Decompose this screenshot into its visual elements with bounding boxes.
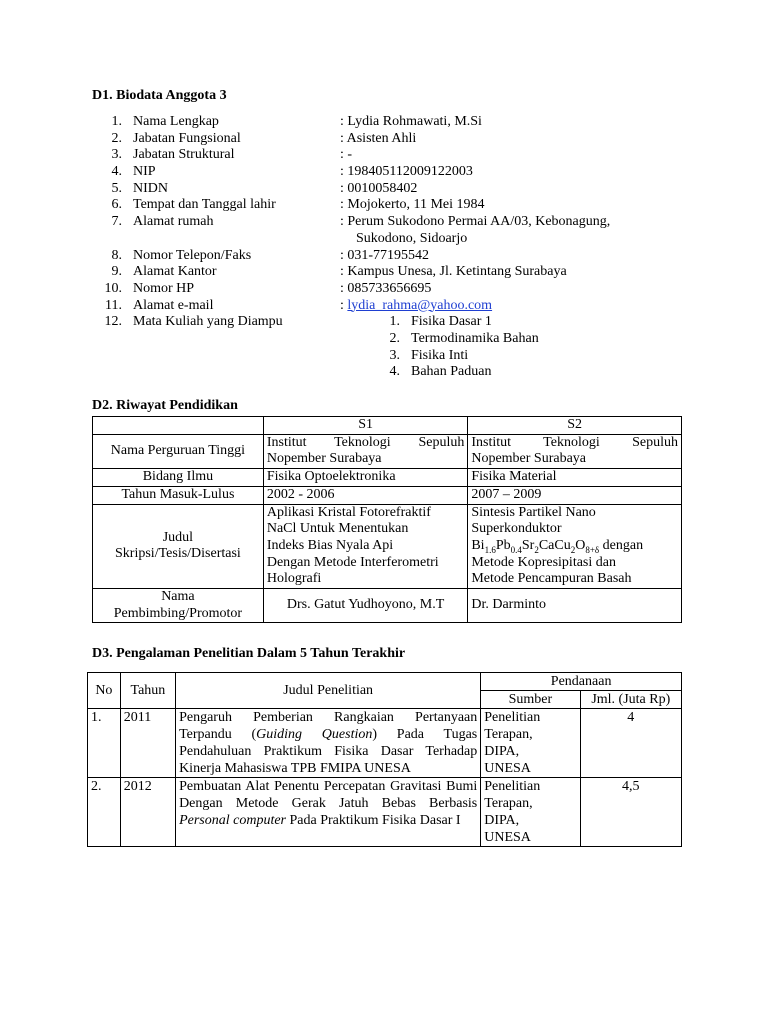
header-tahun: Tahun xyxy=(120,673,175,709)
s2-judul-line: Sintesis Partikel Nano xyxy=(471,504,596,520)
sumber-line: DIPA, xyxy=(484,744,520,759)
table-row xyxy=(93,486,682,504)
s1-judul-line: Indeks Bias Nyala Api xyxy=(266,537,394,553)
biodata-row-email xyxy=(0,298,768,315)
sumber-line: Penelitian xyxy=(484,710,541,725)
row-number: 6. xyxy=(111,197,122,213)
s2-pt-line1: Institut Teknologi Sepuluh xyxy=(471,434,678,450)
judul-italic: Personal computer xyxy=(179,813,286,828)
judul-text: Pembuatan Alat Penentu Percepatan Gravitasi Bumi Dengan Metode Gerak Jatuh Bebas Berbasis xyxy=(179,779,478,811)
course-item xyxy=(0,331,768,348)
field-label: Nomor HP xyxy=(133,280,195,296)
row-jml: 4 xyxy=(580,709,681,778)
header-pendanaan: Pendanaan xyxy=(481,673,682,691)
field-value: : - xyxy=(340,147,353,163)
table-row xyxy=(93,504,682,589)
biodata-list xyxy=(0,114,768,381)
course-name: Bahan Paduan xyxy=(411,364,492,380)
s2-pt-line2: Nopember Surabaya xyxy=(471,451,587,467)
field-label: Alamat rumah xyxy=(133,214,214,230)
table-row xyxy=(93,469,682,487)
row-label-line1: Nama xyxy=(161,589,195,605)
s1-judul-line: Dengan Metode Interferometri xyxy=(266,554,439,570)
biodata-row-jabatan-fungsional xyxy=(0,131,768,148)
formula-element: Pb xyxy=(495,537,511,553)
row-number: 10. xyxy=(104,280,122,296)
row-judul xyxy=(176,778,481,847)
field-label: Jabatan Fungsional xyxy=(133,130,241,146)
s2-cell xyxy=(468,434,682,468)
course-item xyxy=(0,364,768,381)
s1-cell: Drs. Gatut Yudhoyono, M.T xyxy=(263,589,468,623)
field-value: : Perum Sukodono Permai AA/03, Kebonagung, xyxy=(340,214,611,230)
row-number: 1. xyxy=(111,114,122,129)
colon-prefix: : xyxy=(340,297,348,313)
row-tahun: 2011 xyxy=(120,709,175,778)
judul-italic: Guiding Question xyxy=(256,727,373,742)
course-name: Termodinamika Bahan xyxy=(411,330,539,346)
sumber-line: UNESA xyxy=(484,761,531,776)
row-sumber xyxy=(481,709,580,778)
header-no: No xyxy=(88,673,121,709)
s2-judul-line: Metode Pencampuran Basah xyxy=(471,571,632,587)
biodata-row-alamat-rumah xyxy=(0,214,768,231)
row-label: Nama Perguruan Tinggi xyxy=(93,434,264,468)
s2-judul-line: Superkonduktor xyxy=(471,521,562,537)
field-label: Nomor Telepon/Faks xyxy=(133,247,252,263)
judul-text: Pengaruh Pemberian Rangkaian Pertanyaan Terpandu ( xyxy=(179,710,478,742)
s1-judul-line: Aplikasi Kristal Fotorefraktif xyxy=(266,504,431,520)
formula-element: Bi xyxy=(471,537,485,553)
course-number: 1. xyxy=(389,314,400,330)
row-tahun: 2012 xyxy=(120,778,175,847)
sumber-line: Penelitian xyxy=(484,779,541,794)
field-value: : Asisten Ahli xyxy=(340,130,417,146)
row-label xyxy=(93,589,264,623)
s2-cell: Fisika Material xyxy=(468,469,682,487)
row-label-line2: Pembimbing/Promotor xyxy=(113,605,243,621)
s2-cell xyxy=(468,504,682,589)
field-label: Nama Lengkap xyxy=(133,114,219,129)
formula-subscript: 2 xyxy=(534,544,539,555)
section-heading-pendidikan: D2. Riwayat Pendidikan xyxy=(92,398,238,413)
field-label: Mata Kuliah yang Diampu xyxy=(133,314,283,330)
field-value: : Lydia Rohmawati, M.Si xyxy=(340,114,482,129)
field-label: Alamat Kantor xyxy=(133,264,217,280)
s2-formula-line xyxy=(471,538,678,555)
section-heading-biodata: D1. Biodata Anggota 3 xyxy=(92,88,227,103)
section-heading-penelitian: D3. Pengalaman Penelitian Dalam 5 Tahun Terakhir xyxy=(92,646,406,661)
row-number: 3. xyxy=(111,147,122,163)
field-value: : Mojokerto, 11 Mei 1984 xyxy=(340,197,485,213)
s1-cell xyxy=(263,434,468,468)
row-number: 9. xyxy=(111,264,122,280)
field-value-continued: Sukodono, Sidoarjo xyxy=(356,230,468,246)
table-row xyxy=(88,709,682,778)
row-sumber xyxy=(481,778,580,847)
course-item xyxy=(0,348,768,365)
s1-pt-line1: Institut Teknologi Sepuluh xyxy=(266,434,465,450)
sumber-line: UNESA xyxy=(484,830,531,845)
s2-cell: 2007 – 2009 xyxy=(468,486,682,504)
biodata-row-nama xyxy=(0,114,768,131)
table-row xyxy=(93,589,682,623)
s2-cell: Dr. Darminto xyxy=(468,589,682,623)
s1-pt-line2: Nopember Surabaya xyxy=(266,451,382,467)
row-judul xyxy=(176,709,481,778)
formula-element: O xyxy=(575,537,586,553)
field-value xyxy=(340,298,492,315)
row-label-line2: Skripsi/Tesis/Disertasi xyxy=(115,546,241,562)
formula-subscript: 8+δ xyxy=(585,544,600,555)
header-jml: Jml. (Juta Rp) xyxy=(580,691,681,709)
row-no: 2. xyxy=(88,778,121,847)
s1-cell: Fisika Optoelektronika xyxy=(263,469,468,487)
email-link[interactable]: lydia_rahma@yahoo.com xyxy=(347,297,493,313)
s1-judul-line: NaCl Untuk Menentukan xyxy=(266,521,409,537)
row-number: 7. xyxy=(111,214,122,230)
research-table xyxy=(87,672,682,847)
field-value: : 085733656695 xyxy=(340,280,432,296)
course-number: 2. xyxy=(389,330,400,346)
row-number: 11. xyxy=(105,297,122,313)
field-value: : 0010058402 xyxy=(340,180,418,196)
header-sumber: Sumber xyxy=(481,691,580,709)
s1-cell xyxy=(263,504,468,589)
field-label: NIDN xyxy=(133,180,168,196)
row-number: 2. xyxy=(111,130,122,146)
biodata-row-hp xyxy=(0,281,768,298)
row-number: 5. xyxy=(111,180,122,196)
field-label: Jabatan Struktural xyxy=(133,147,235,163)
header-s2: S2 xyxy=(468,417,682,435)
s1-cell: 2002 - 2006 xyxy=(263,486,468,504)
row-label: Bidang Ilmu xyxy=(93,469,264,487)
row-label: Tahun Masuk-Lulus xyxy=(93,486,264,504)
course-name: Fisika Inti xyxy=(411,347,469,363)
biodata-row-nidn xyxy=(0,181,768,198)
biodata-row-nip xyxy=(0,164,768,181)
biodata-row-alamat-kantor xyxy=(0,264,768,281)
header-judul: Judul Penelitian xyxy=(176,673,481,709)
header-s1: S1 xyxy=(263,417,468,435)
s1-judul-line: Holografi xyxy=(266,571,322,587)
education-table xyxy=(92,416,682,623)
field-value: : 031-77195542 xyxy=(340,247,430,263)
formula-element: Sr xyxy=(521,537,535,553)
row-number: 4. xyxy=(111,164,122,180)
formula-subscript: 2 xyxy=(570,544,576,555)
sumber-line: DIPA, xyxy=(484,813,520,828)
formula-trailing-text: dengan xyxy=(599,537,644,553)
s2-judul-line: Metode Kopresipitasi dan xyxy=(471,554,616,570)
biodata-row-telepon xyxy=(0,248,768,265)
row-number: 12. xyxy=(104,314,122,330)
sumber-line: Terapan, xyxy=(484,727,533,742)
field-label: Alamat e-mail xyxy=(133,297,214,313)
header-empty-cell xyxy=(93,417,264,435)
formula-element: CaCu xyxy=(538,537,571,553)
formula-subscript: 1.6 xyxy=(484,544,496,555)
row-no: 1. xyxy=(88,709,121,778)
table-row xyxy=(93,434,682,468)
formula-subscript: 0.4 xyxy=(510,544,522,555)
row-label xyxy=(93,504,264,589)
field-label: Tempat dan Tanggal lahir xyxy=(133,197,276,213)
field-value: : 198405112009122003 xyxy=(340,164,473,180)
sumber-line: Terapan, xyxy=(484,796,533,811)
biodata-row-alamat-rumah-cont xyxy=(0,231,768,248)
judul-text: ) Pada Tugas Pendahuluan Praktikum Fisika Dasar Terhadap Kinerja Mahasiswa TPB FMIPA UNESA xyxy=(179,727,478,776)
course-number: 3. xyxy=(389,347,400,363)
table-header-row xyxy=(88,673,682,691)
course-name: Fisika Dasar 1 xyxy=(411,314,492,330)
field-label: NIP xyxy=(133,164,156,180)
biodata-row-jabatan-struktural xyxy=(0,147,768,164)
row-number: 8. xyxy=(111,247,122,263)
course-number: 4. xyxy=(389,364,400,380)
biodata-row-ttl xyxy=(0,197,768,214)
biodata-row-mata-kuliah xyxy=(0,314,768,331)
judul-text: Pada Praktikum Fisika Dasar I xyxy=(286,813,461,828)
table-row xyxy=(88,778,682,847)
table-header-row xyxy=(93,417,682,435)
row-jml: 4,5 xyxy=(580,778,681,847)
row-label-line1: Judul xyxy=(162,529,194,545)
field-value: : Kampus Unesa, Jl. Ketintang Surabaya xyxy=(340,264,567,280)
